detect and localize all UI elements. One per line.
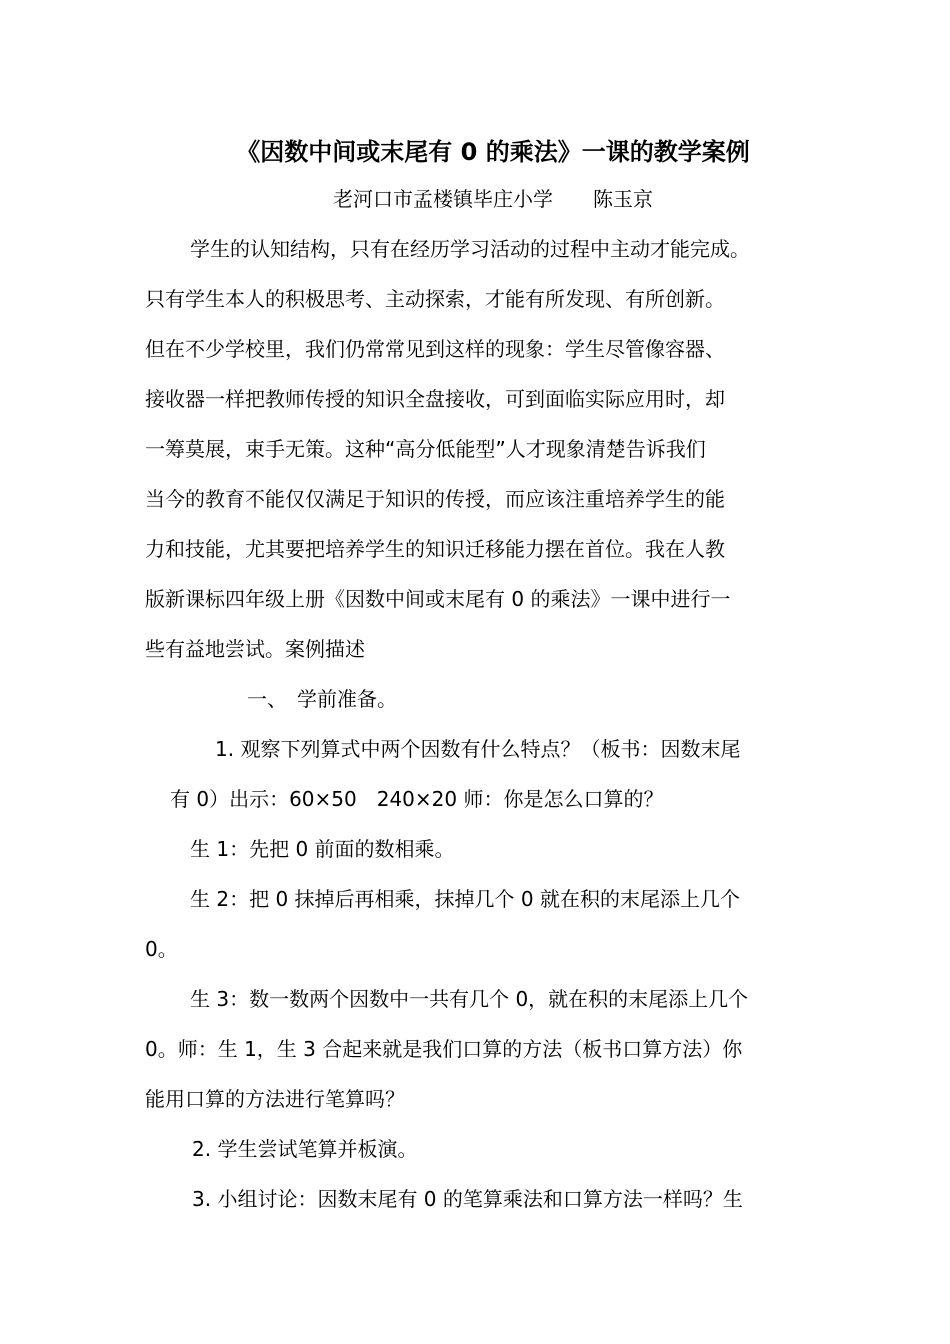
paragraph-line: 能用口算的方法进行笔算吗？ — [145, 1087, 405, 1111]
paragraph-line: 版新课标四年级上册《因数中间或末尾有 0 的乘法》一课中进行一 — [145, 587, 731, 611]
paragraph-line: 生 3：数一数两个因数中一共有几个 0，就在积的末尾添上几个 — [190, 987, 749, 1011]
paragraph-line: 接收器一样把教师传授的知识全盘接收，可到面临实际应用时，却 — [145, 387, 725, 411]
paragraph-line: 当今的教育不能仅仅满足于知识的传授，而应该注重培养学生的能 — [145, 487, 725, 511]
list-item-3: 3. 小组讨论：因数末尾有 0 的笔算乘法和口算方法一样吗？生 — [192, 1187, 743, 1211]
list-item-line: 1. 观察下列算式中两个因数有什么特点？（板书：因数末尾 — [215, 737, 741, 761]
paragraph-line: 生 2：把 0 抹掉后再相乘，抹掉几个 0 就在积的末尾添上几个 — [190, 887, 740, 911]
paragraph-line: 但在不少学校里，我们仍常常见到这样的现象：学生尽管像容器、 — [145, 337, 725, 361]
section-heading: 一、 学前准备。 — [247, 687, 397, 711]
paragraph-line: 0。师：生 1，生 3 合起来就是我们口算的方法（板书口算方法）你 — [145, 1037, 743, 1061]
paragraph-line: 只有学生本人的积极思考、主动探索，才能有所发现、有所创新。 — [145, 287, 725, 311]
student-answer-1: 生 1：先把 0 前面的数相乘。 — [190, 837, 455, 861]
paragraph-line: 些有益地尝试。案例描述 — [145, 637, 365, 661]
paragraph-line: 0。 — [145, 937, 178, 961]
paragraph-line: 学生的认知结构，只有在经历学习活动的过程中主动才能完成。 — [190, 237, 750, 261]
author-line: 老河口市孟楼镇毕庄小学 陈玉京 — [333, 187, 653, 211]
list-item-2: 2. 学生尝试笔算并板演。 — [192, 1137, 418, 1161]
paragraph-line: 力和技能，尤其要把培养学生的知识迁移能力摆在首位。我在人教 — [145, 537, 725, 561]
document-title: 《因数中间或末尾有 0 的乘法》一课的教学案例 — [236, 138, 750, 166]
paragraph-line: 一筹莫展，束手无策。这种“高分低能型”人才现象清楚告诉我们 — [145, 437, 706, 461]
list-item-line: 有 0）出示：60×50 240×20 师：你是怎么口算的？ — [170, 787, 664, 811]
